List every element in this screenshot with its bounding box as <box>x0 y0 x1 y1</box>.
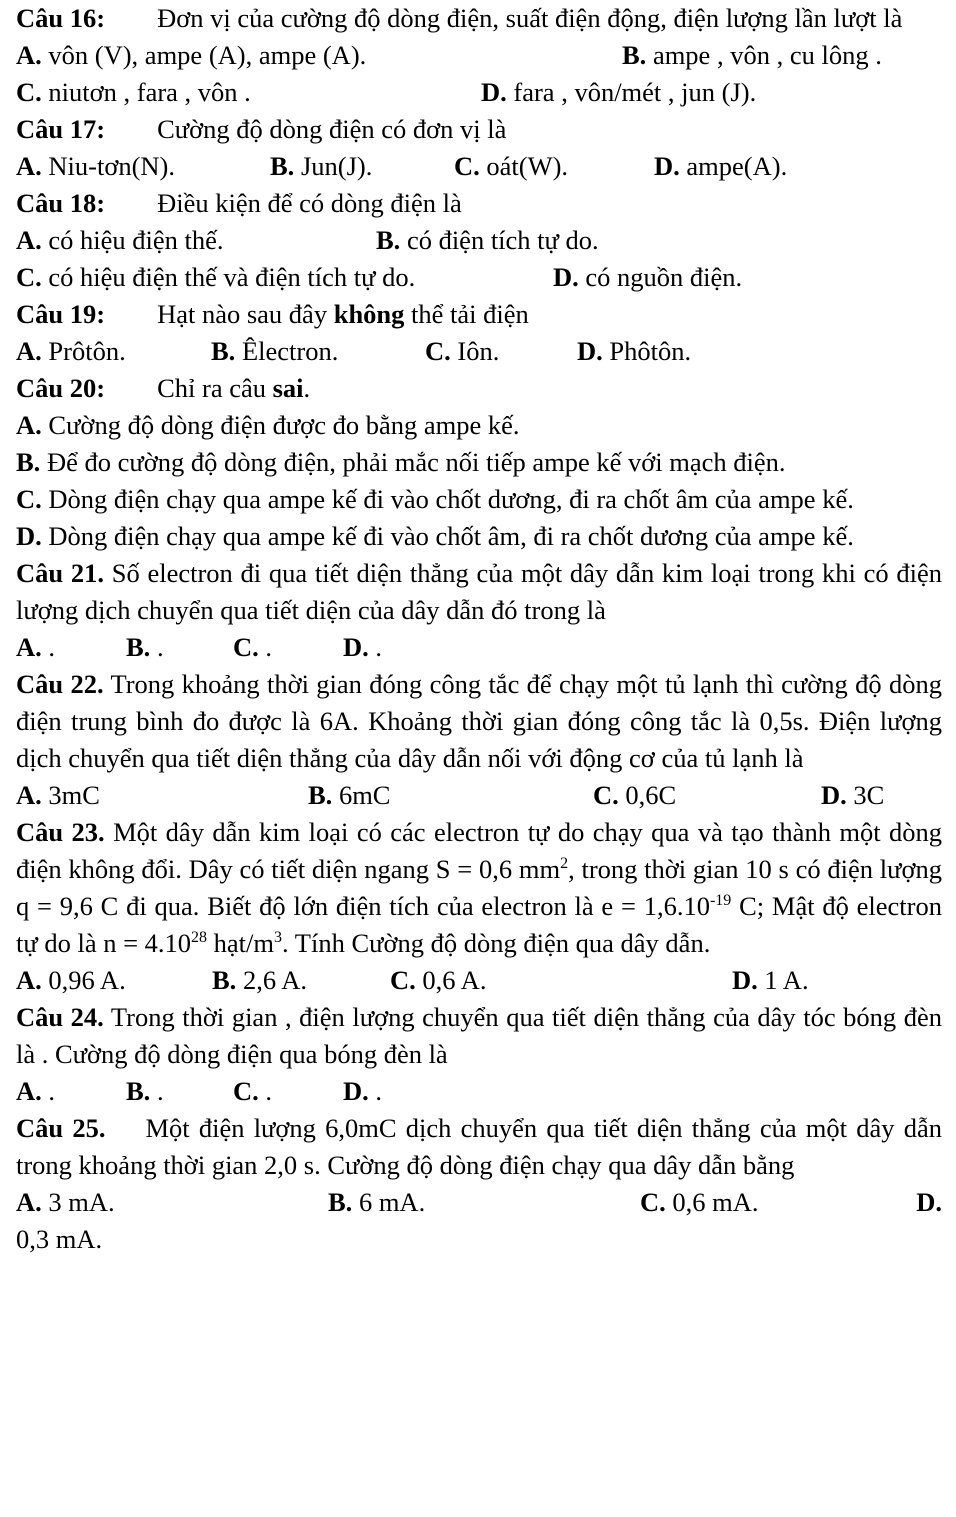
question-25 <box>16 1110 942 1184</box>
option-a[interactable]: A. Prôtôn. <box>16 336 126 366</box>
question-text: Trong khoảng thời gian đóng công tắc để chạy một tủ lạnh thì cường độ dòng điện trung bình đo được là 6A. Khoảng thời gian đóng công tắc là 0,5s. Điện lượng dịch chuyển qua tiết diện thẳng của dây dẫn nối với động cơ của tủ lạnh là <box>16 669 942 773</box>
option-b[interactable]: B. ampe , vôn , cu lông . <box>622 40 882 70</box>
options-25 <box>16 1184 942 1221</box>
option-d[interactable]: D. fara , vôn/mét , jun (J). <box>481 77 757 107</box>
option-a[interactable]: A. . <box>16 1076 56 1106</box>
question-23 <box>16 814 942 962</box>
option-d-value[interactable]: 0,3 mA. <box>16 1224 103 1254</box>
option-b[interactable]: B. có điện tích tự do. <box>376 225 599 255</box>
question-label: Câu 16: <box>16 3 106 33</box>
question-label: Câu 24. <box>16 1002 104 1032</box>
question-label: Câu 18: <box>16 188 106 218</box>
options-23 <box>16 962 942 999</box>
option-c[interactable]: C. oát(W). <box>454 151 569 181</box>
options-21 <box>16 629 942 666</box>
options-17 <box>16 148 942 185</box>
option-a[interactable]: A. Cường độ dòng điện được đo bằng ampe kế. <box>16 410 520 440</box>
option-d-letter[interactable]: D. <box>916 1187 942 1217</box>
option-b[interactable]: B. Để đo cường độ dòng điện, phải mắc nối tiếp ampe kế với mạch điện. <box>16 447 786 477</box>
options-18b <box>16 259 942 296</box>
option-d[interactable]: D. có nguồn điện. <box>553 262 743 292</box>
question-label: Câu 22. <box>16 669 104 699</box>
option-a[interactable]: A. vôn (V), ampe (A), ampe (A). <box>16 40 367 70</box>
question-18 <box>16 185 942 222</box>
option-d[interactable]: D. Phôtôn. <box>577 336 692 366</box>
options-16 <box>16 37 942 74</box>
question-label: Câu 19: <box>16 299 106 329</box>
question-text: Cường độ dòng điện có đơn vị là <box>157 114 507 144</box>
question-21 <box>16 555 942 629</box>
question-24 <box>16 999 942 1073</box>
question-text: Hạt nào sau đây không thể tải điện <box>157 299 529 329</box>
question-label: Câu 17: <box>16 114 106 144</box>
option-c[interactable]: C. có hiệu điện thế và điện tích tự do. <box>16 262 416 292</box>
option-b[interactable]: B. Êlectron. <box>211 336 339 366</box>
option-b[interactable]: B. 2,6 A. <box>212 965 307 995</box>
options-22 <box>16 777 942 814</box>
question-text: Chỉ ra câu sai. <box>157 373 311 403</box>
option-d[interactable]: D. 3C <box>821 780 885 810</box>
question-label: Câu 23. <box>16 817 105 847</box>
options-18 <box>16 222 942 259</box>
question-text: Đơn vị của cường độ dòng điện, suất điện động, điện lượng lần lượt là <box>157 3 903 33</box>
option-a[interactable]: A. . <box>16 632 56 662</box>
question-text: Số electron đi qua tiết diện thẳng của một dây dẫn kim loại trong khi có điện lượng dịch chuyển qua tiết diện của dây dẫn đó trong là <box>16 558 943 625</box>
option-c[interactable]: C. Iôn. <box>425 336 500 366</box>
question-17 <box>16 111 942 148</box>
option-c[interactable]: C. 0,6 A. <box>390 965 487 995</box>
option-d[interactable]: D. ampe(A). <box>654 151 788 181</box>
option-b[interactable]: B. 6mC <box>308 780 391 810</box>
option-a[interactable]: A. Niu-tơn(N). <box>16 151 176 181</box>
option-c[interactable]: C. . <box>233 632 273 662</box>
option-c[interactable]: C. . <box>233 1076 273 1106</box>
option-d[interactable]: D. Dòng điện chạy qua ampe kế đi vào chốt âm, đi ra chốt dương của ampe kế. <box>16 521 854 551</box>
option-d[interactable]: D. . <box>343 632 383 662</box>
option-a[interactable]: A. có hiệu điện thế. <box>16 225 224 255</box>
option-c[interactable]: C. 0,6 mA. <box>640 1187 759 1217</box>
option-c[interactable]: C. 0,6C <box>593 780 677 810</box>
options-19 <box>16 333 942 370</box>
option-a[interactable]: A. 0,96 A. <box>16 965 126 995</box>
option-c[interactable]: C. Dòng điện chạy qua ampe kế đi vào chốt dương, đi ra chốt âm của ampe kế. <box>16 484 854 514</box>
question-19 <box>16 296 942 333</box>
option-b[interactable]: B. Jun(J). <box>270 151 373 181</box>
question-22 <box>16 666 942 777</box>
option-b[interactable]: B. 6 mA. <box>328 1187 426 1217</box>
question-label: Câu 20: <box>16 373 106 403</box>
option-a[interactable]: A. 3mC <box>16 780 100 810</box>
question-label: Câu 21. <box>16 558 104 588</box>
question-16 <box>16 0 942 37</box>
question-text: Điều kiện để có dòng điện là <box>157 188 462 218</box>
option-c[interactable]: C. niutơn , fara , vôn . <box>16 77 251 107</box>
question-text: Một dây dẫn kim loại có các electron tự do chạy qua và tạo thành một dòng điện không đổi. Dây có tiết diện ngang S = 0,6 $mm^2$, trong thời gian 10 s có điện lượng q = 9,6 C đi qua. Biết độ lớn điện tích của electron là $e = 1,6.10^{-19}$ C; Mật độ electron tự do là $n = 4.10^{28}$ hạt/$m^3$. Tính Cường độ dòng điện qua dây dẫn. <box>16 817 942 958</box>
options-16b <box>16 74 942 111</box>
option-a[interactable]: A. 3 mA. <box>16 1187 115 1217</box>
option-d[interactable]: D. . <box>343 1076 383 1106</box>
options-24 <box>16 1073 942 1110</box>
question-label: Câu 25. <box>16 1113 106 1143</box>
question-text: Một điện lượng 6,0mC dịch chuyển qua tiết diện thẳng của một dây dẫn trong khoảng thời gian 2,0 s. Cường độ dòng điện chạy qua dây dẫn bằng <box>16 1113 942 1180</box>
question-20 <box>16 370 942 407</box>
option-b[interactable]: B. . <box>126 632 164 662</box>
question-text: Trong thời gian , điện lượng chuyển qua tiết diện thẳng của dây tóc bóng đèn là . Cường độ dòng điện qua bóng đèn là <box>16 1002 942 1069</box>
option-d[interactable]: D. 1 A. <box>732 965 809 995</box>
option-b[interactable]: B. . <box>126 1076 164 1106</box>
